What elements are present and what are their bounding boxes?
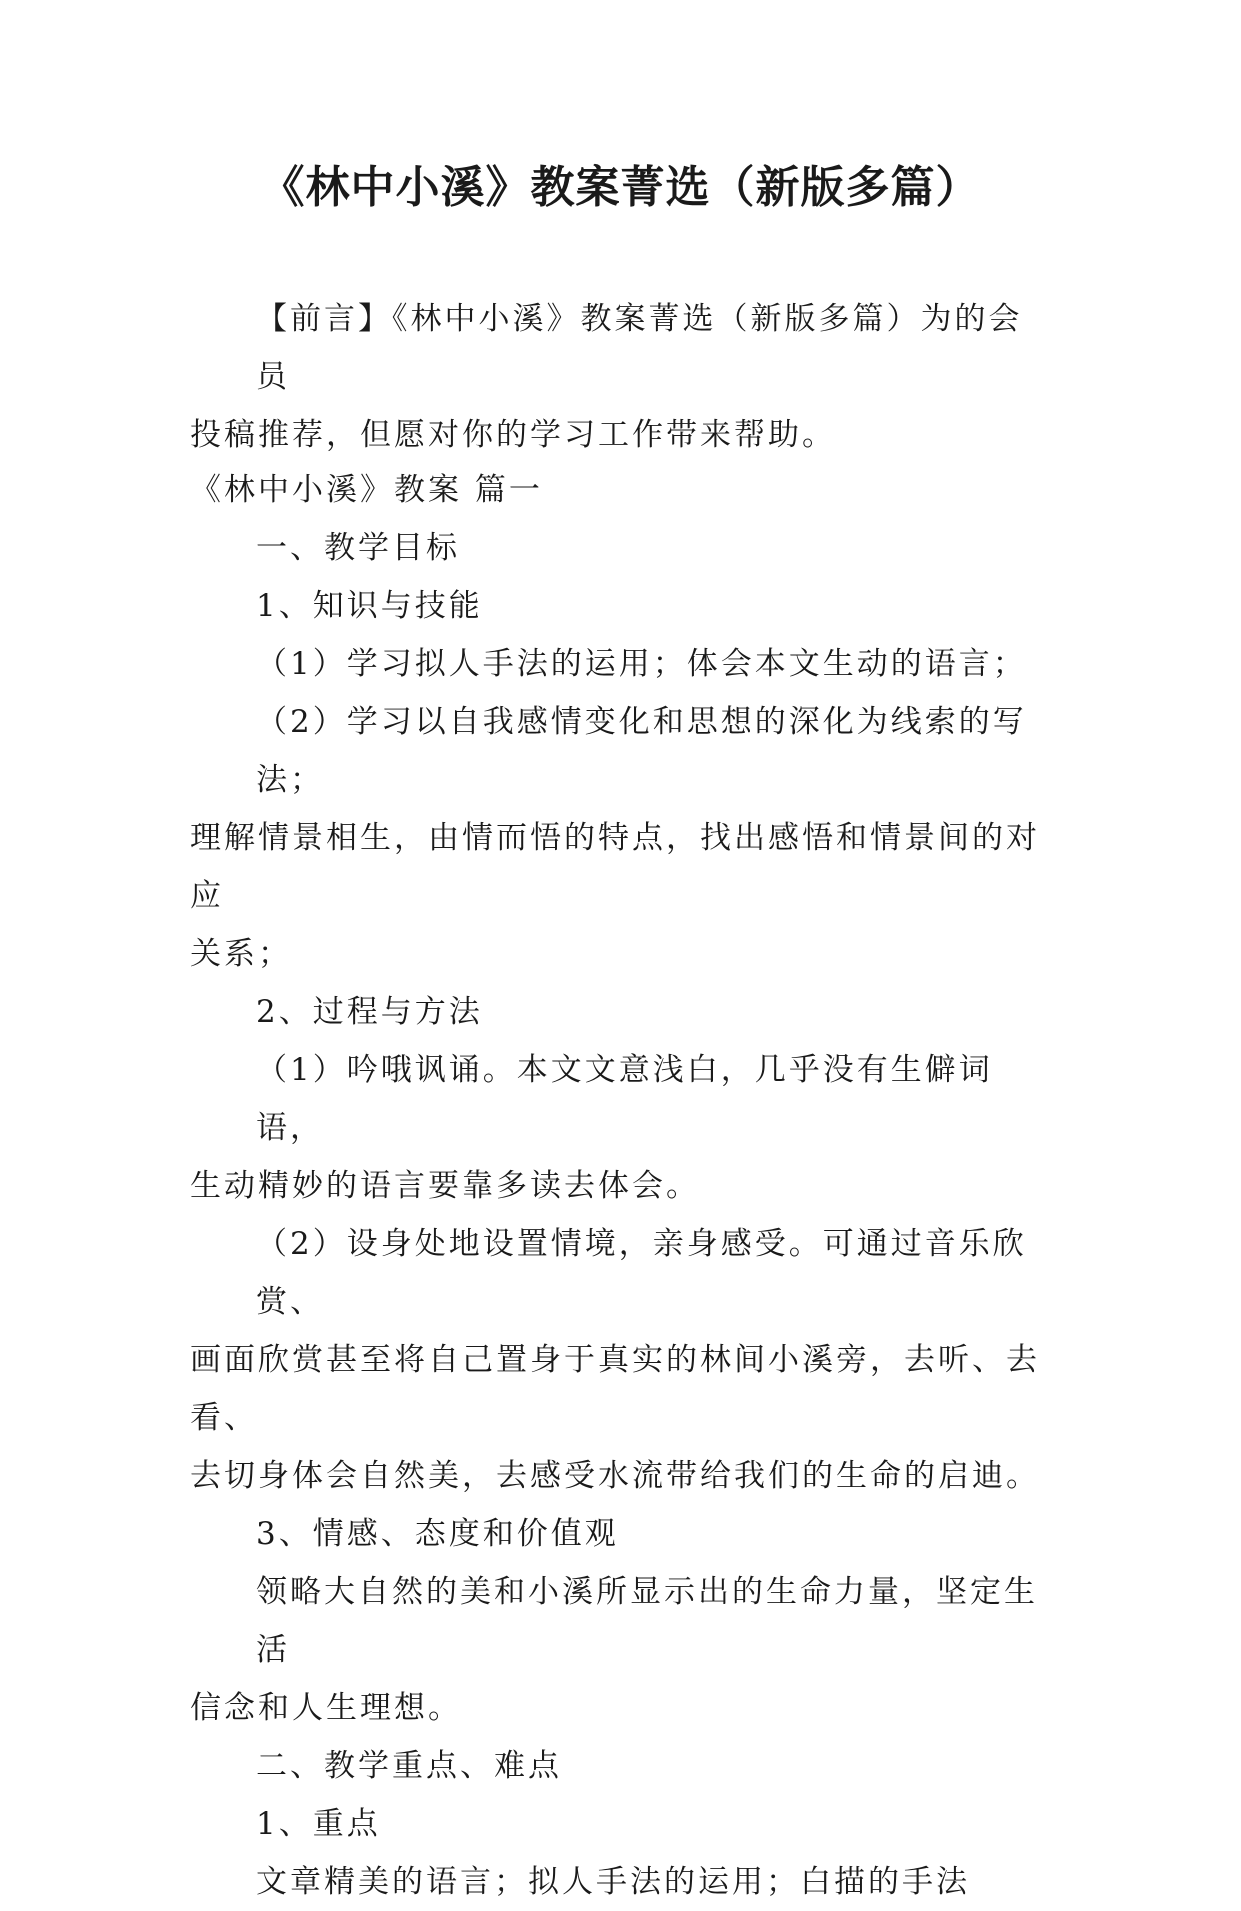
body-line: 一、教学目标 bbox=[256, 530, 460, 566]
body-line: 理解情景相生，由情而悟的特点，找出感悟和情景间的对应 bbox=[190, 820, 1040, 914]
body-line: （2）设身处地设置情境，亲身感受。可通过音乐欣赏、 bbox=[256, 1226, 1027, 1320]
body-line: 1、重点 bbox=[256, 1806, 381, 1842]
body-line: （1）吟哦讽诵。本文文意浅白，几乎没有生僻词语， bbox=[256, 1052, 993, 1146]
preface-line-1: 【前言】《林中小溪》教案菁选（新版多篇）为的会员 bbox=[256, 301, 1023, 395]
body-line: 领略大自然的美和小溪所显示出的生命力量，坚定生活 bbox=[256, 1574, 1038, 1668]
body-line: （1）学习拟人手法的运用；体会本文生动的语言； bbox=[256, 646, 1027, 682]
body-line: （2）学习以自我感情变化和思想的深化为线索的写法； bbox=[256, 704, 1027, 798]
preface-block bbox=[190, 290, 1052, 464]
body-line: 文章精美的语言；拟人手法的运用；白描的手法 bbox=[256, 1864, 970, 1900]
body-line: 3、情感、态度和价值观 bbox=[256, 1516, 619, 1552]
body-line: 生动精妙的语言要靠多读去体会。 bbox=[190, 1168, 700, 1204]
body-line: 关系； bbox=[190, 936, 292, 972]
body-line: 二、教学重点、难点 bbox=[256, 1748, 562, 1784]
body-line: 2、过程与方法 bbox=[256, 994, 483, 1030]
preface-line-2: 投稿推荐，但愿对你的学习工作带来帮助。 bbox=[190, 417, 836, 453]
document-title: 《林中小溪》教案菁选（新版多篇） bbox=[260, 162, 981, 213]
body-line: 1、知识与技能 bbox=[256, 588, 483, 624]
body-line: 信念和人生理想。 bbox=[190, 1690, 462, 1726]
body-line: 画面欣赏甚至将自己置身于真实的林间小溪旁，去听、去看、 bbox=[190, 1342, 1040, 1436]
lesson-plan-body bbox=[190, 461, 1052, 1911]
section-heading: 《林中小溪》教案 篇一 bbox=[190, 472, 543, 508]
body-line: 去切身体会自然美，去感受水流带给我们的生命的启迪。 bbox=[190, 1458, 1040, 1494]
